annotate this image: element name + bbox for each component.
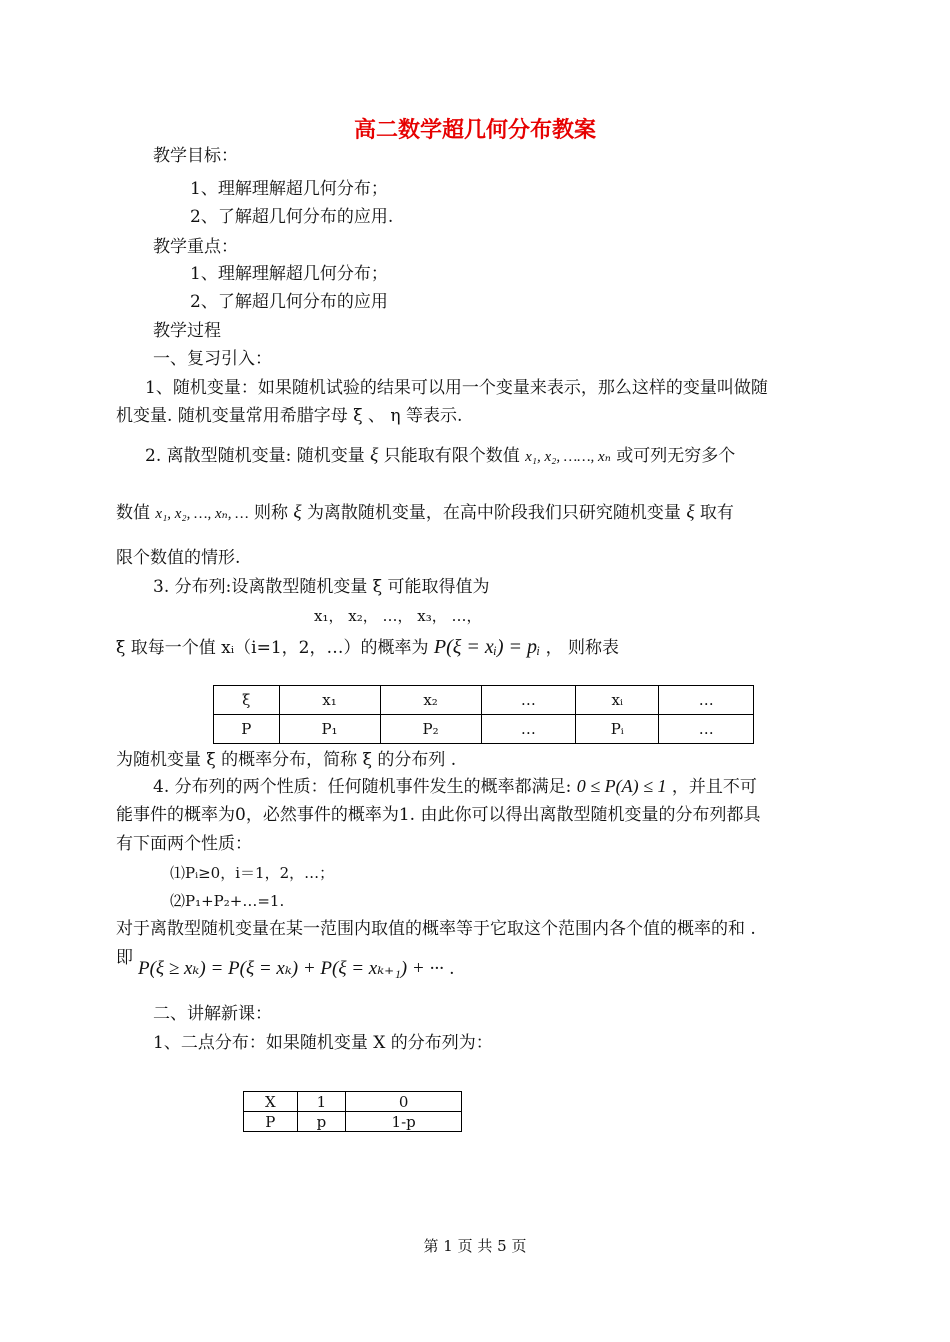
paragraph-range-probability: 对于离散型随机变量在某一范围内取值的概率等于它取这个范围内各个值的概率的和 . <box>116 919 756 939</box>
table-cell: X <box>244 1092 298 1112</box>
table-row <box>214 686 754 715</box>
possible-values: x₁， x₂， …， x₃， …， <box>314 607 482 625</box>
table-cell: P <box>244 1112 298 1132</box>
two-point-table <box>243 1091 462 1132</box>
table-cell: 1 <box>297 1092 346 1112</box>
property-item: ⑴Pᵢ≥0，i＝1，2，…； <box>170 864 335 882</box>
paragraph-properties-end: 有下面两个性质： <box>116 834 252 854</box>
table-cell: 0 <box>346 1092 462 1112</box>
xi-symbol: ξ <box>293 502 302 523</box>
table-row <box>244 1092 462 1112</box>
distribution-table <box>213 685 754 744</box>
goal-item: 1、理解理解超几何分布； <box>190 179 388 199</box>
process-heading: 教学过程 <box>153 321 221 341</box>
page-footer: 第 1 页 共 5 页 <box>423 1237 527 1255</box>
table-cell: … <box>659 686 754 715</box>
table-cell: ξ <box>214 686 280 715</box>
probability-bounds-formula: 0 ≤ P(A) ≤ 1 <box>576 776 667 796</box>
paragraph-discrete: 2. 离散型随机变量: 随机变量 ξ 只能取有限个数值 x₁, x₂, ……, xₙ 或可列无穷多个 <box>145 445 736 466</box>
table-row <box>214 715 754 744</box>
goal-item: 2、了解超几何分布的应用. <box>190 207 394 227</box>
paragraph-discrete-end: 限个数值的情形. <box>116 548 241 568</box>
table-cell: Pᵢ <box>576 715 659 744</box>
paragraph-properties-cont: 能事件的概率为0，必然事件的概率为1. 由此你可以得出离散型随机变量的分布列都具 <box>116 805 761 825</box>
range-probability-formula: P(ξ ≥ xₖ) = P(ξ = xₖ) + P(ξ = xₖ₊₁) + ··· . <box>138 958 455 979</box>
table-row <box>244 1112 462 1132</box>
table-cell: p <box>297 1112 346 1132</box>
paragraph-distribution-prob: ξ 取每一个值 xᵢ（i=1，2，…）的概率为 P(ξ = xᵢ) = pᵢ ， 则称表 <box>116 636 620 658</box>
paragraph-random-variable-cont: 机变量. 随机变量常用希腊字母 ξ 、 η 等表示. <box>116 406 463 426</box>
ji-label: 即 <box>116 948 133 968</box>
finite-values-formula: x₁, x₂, ……, xₙ <box>525 449 611 465</box>
infinite-values-formula: x₁, x₂, …, xₙ, … <box>155 506 249 522</box>
paragraph-properties: 4. 分布列的两个性质：任何随机事件发生的概率都满足: 0 ≤ P(A) ≤ 1 ，并且不可 <box>153 776 757 797</box>
xi-symbol: ξ <box>370 445 379 466</box>
paragraph-discrete-cont: 数值 x₁, x₂, …, xₙ, … 则称 ξ 为离散随机变量，在高中阶段我们只研究随机变量 ξ 取有 <box>116 502 734 523</box>
table-cell: … <box>481 686 575 715</box>
table-cell: … <box>659 715 754 744</box>
property-item: ⑵P₁+P₂+…=1. <box>170 892 285 910</box>
new-lesson-heading: 二、讲解新课： <box>153 1004 272 1024</box>
table-cell: … <box>481 715 575 744</box>
table-cell: 1-p <box>346 1112 462 1132</box>
distribution-definition: 为随机变量 ξ 的概率分布，简称 ξ 的分布列 . <box>116 750 457 770</box>
table-cell: x₂ <box>380 686 481 715</box>
two-point-distribution: 1、二点分布：如果随机变量 X 的分布列为： <box>153 1033 493 1053</box>
paragraph-distribution: 3. 分布列:设离散型随机变量 ξ 可能取得值为 <box>153 577 490 597</box>
table-cell: x₁ <box>279 686 380 715</box>
probability-formula: P(ξ = xᵢ) = pᵢ <box>433 636 541 658</box>
page-title: 高二数学超几何分布教案 <box>353 117 596 143</box>
focus-item: 1、理解理解超几何分布； <box>190 264 388 284</box>
paragraph-random-variable: 1、随机变量：如果随机试验的结果可以用一个变量来表示，那么这样的变量叫做随 <box>145 378 768 398</box>
focus-item: 2、了解超几何分布的应用 <box>190 292 388 312</box>
review-heading: 一、复习引入： <box>153 349 272 369</box>
goals-heading: 教学目标： <box>153 146 238 166</box>
xi-symbol: ξ <box>686 502 695 523</box>
focus-heading: 教学重点： <box>153 237 238 257</box>
table-cell: xᵢ <box>576 686 659 715</box>
table-cell: P <box>214 715 280 744</box>
table-cell: P₁ <box>279 715 380 744</box>
table-cell: P₂ <box>380 715 481 744</box>
